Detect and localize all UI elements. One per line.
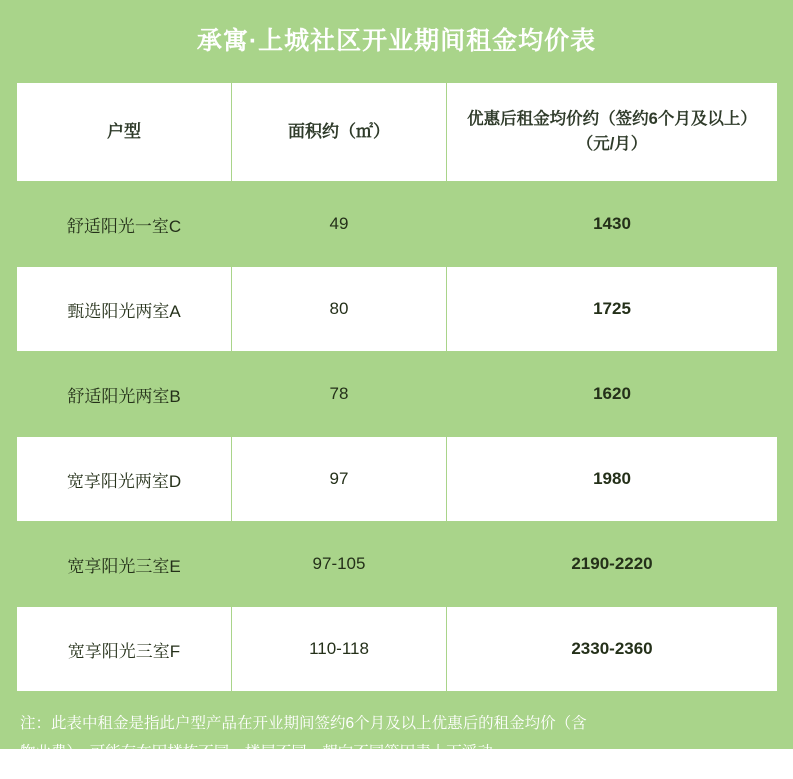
cell-area: 78 [232,352,447,437]
cell-type: 宽享阳光两室D [17,437,232,522]
column-header-area: 面积约（㎡） [232,83,447,182]
footnote-line-1: 注：此表中租金是指此户型产品在开业期间签约6个月及以上优惠后的租金均价（含 [20,715,587,732]
cell-price: 1980 [447,437,778,522]
footnote-line-2: 物业费），可能存在因楼栋不同、楼层不同、朝向不同等因素上下浮动。 [20,743,509,761]
cell-type: 甄选阳光两室A [17,267,232,352]
cell-area: 49 [232,182,447,267]
cell-type: 宽享阳光三室E [17,522,232,607]
cell-price: 2330-2360 [447,607,778,692]
table-header [17,83,778,182]
rent-price-table [16,82,778,692]
cell-type: 舒适阳光两室B [17,352,232,437]
cell-area: 97-105 [232,522,447,607]
table-header-row [17,83,778,182]
cell-price: 1725 [447,267,778,352]
column-header-price: 优惠后租金均价约（签约6个月及以上）（元/月） [447,83,778,182]
page-title: 承寓·上城社区开业期间租金均价表 [196,27,597,55]
table-row [17,352,778,437]
cell-area: 110-118 [232,607,447,692]
cell-area: 80 [232,267,447,352]
table-row [17,607,778,692]
table-row [17,182,778,267]
cell-price: 2190-2220 [447,522,778,607]
cell-price: 1620 [447,352,778,437]
cell-type: 舒适阳光一室C [17,182,232,267]
table-row [17,522,778,607]
table-body [17,182,778,692]
cell-price: 1430 [447,182,778,267]
table-row [17,437,778,522]
cell-area: 97 [232,437,447,522]
table-container [16,82,777,692]
column-header-type: 户型 [17,83,232,182]
table-row [17,267,778,352]
cell-type: 宽享阳光三室F [17,607,232,692]
footnote [16,692,777,779]
